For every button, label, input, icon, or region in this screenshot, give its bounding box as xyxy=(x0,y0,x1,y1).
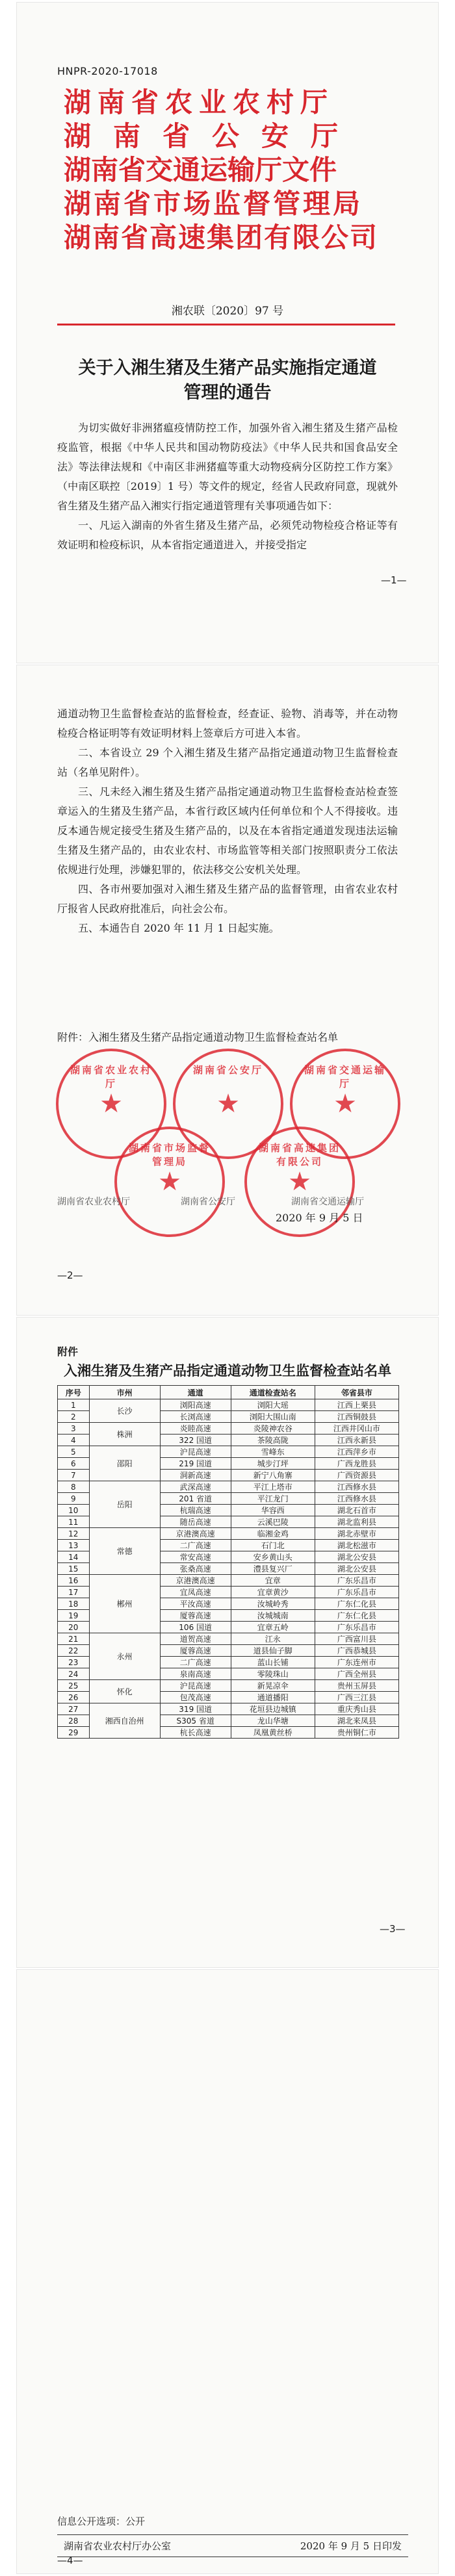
table-row xyxy=(58,1575,399,1587)
table-cell: 杭长高速 xyxy=(160,1727,231,1739)
table-cell: 京港澳高速 xyxy=(160,1575,231,1587)
table-cell: 临湘金鸡 xyxy=(231,1528,315,1540)
table-row xyxy=(58,1481,399,1493)
body-text xyxy=(57,418,398,555)
table-cell: 8 xyxy=(58,1481,90,1493)
table-cell: 华容西 xyxy=(231,1505,315,1516)
table-cell: 1 xyxy=(58,1399,90,1411)
table-cell: 通道播阳 xyxy=(231,1692,315,1703)
paragraph: 二、本省设立 29 个入湘生猪及生猪产品指定通道动物卫生监督检查站（名单见附件）。 xyxy=(57,746,398,778)
table-cell: 永州 xyxy=(89,1633,160,1680)
table-cell: 道县仙子脚 xyxy=(231,1645,315,1657)
table-cell: 贵州铜仁市 xyxy=(315,1727,398,1739)
table-cell: 宜章五岭 xyxy=(231,1622,315,1633)
star-icon: ★ xyxy=(158,1167,181,1197)
table-cell: 22 xyxy=(58,1645,90,1657)
table-cell: 包茂高速 xyxy=(160,1692,231,1703)
table-cell: 杭瑞高速 xyxy=(160,1505,231,1516)
divider xyxy=(57,2534,408,2535)
signer-name: 湖南省农业农村厅 xyxy=(57,1197,130,1207)
red-divider xyxy=(57,324,395,325)
table-cell: 29 xyxy=(58,1727,90,1739)
signer-name: 湖南省公安厅 xyxy=(181,1197,235,1207)
table-cell: 重庆秀山县 xyxy=(315,1703,398,1715)
table-cell: 广东连州市 xyxy=(315,1657,398,1668)
table-row xyxy=(58,1633,399,1645)
issuer-line: 湖南省公安厅 xyxy=(64,120,361,152)
table-cell: 二广高速 xyxy=(160,1540,231,1551)
print-info-row xyxy=(57,2538,408,2554)
table-cell: 广西全州县 xyxy=(315,1668,398,1680)
table-cell: 长沙 xyxy=(89,1399,160,1423)
table-header-row xyxy=(58,1386,399,1399)
table-cell: 广西龙胜县 xyxy=(315,1458,398,1470)
page-4 xyxy=(17,1970,438,2573)
table-cell: 23 xyxy=(58,1657,90,1668)
table-cell: 9 xyxy=(58,1493,90,1505)
paragraph: 为切实做好非洲猪瘟疫情防控工作，加强外省入湘生猪及生猪产品检疫监管，根据《中华人民共和国动物防疫法》《中华人民共和国食品安全法》等法律法规和《中南区非洲猪瘟等重大动物疫病分区防控工作方案》（中南区联控〔2019〕1 号）等文件的规定，经省人民政府同意，现就外省生猪及生猪产品入湘实行指定通道管理有关事项通告如下： xyxy=(57,422,398,512)
seal-text: 湖南省农业农村厅 xyxy=(70,1064,152,1090)
table-cell: 京港澳高速 xyxy=(160,1528,231,1540)
table-cell: 江西萍乡市 xyxy=(315,1446,398,1458)
table-cell: 炎陵神农谷 xyxy=(231,1423,315,1435)
attachment-line: 附件：入湘生猪及生猪产品指定通道动物卫生监督检查站名单 xyxy=(57,1031,339,1043)
table-body xyxy=(58,1399,399,1739)
table-cell: 湖北公安县 xyxy=(315,1563,398,1575)
paragraph: 通道动物卫生监督检查站的监督检查，经查证、验物、消毒等，并在动物检疫合格证明等有效证明材料上签章后方可进入本省。 xyxy=(57,708,398,739)
paragraph: 四、各市州要加强对入湘生猪及生猪产品的监督管理，由省农业农村厅报省人民政府批准后，向社会公布。 xyxy=(57,883,398,915)
table-cell: 沪昆高速 xyxy=(160,1446,231,1458)
disclosure-option: 信息公开选项：公开 xyxy=(57,2516,146,2527)
issuer-line: 湖南省高速集团有限公司 xyxy=(64,222,379,253)
table-cell: 张桑高速 xyxy=(160,1563,231,1575)
table-cell: 随岳高速 xyxy=(160,1516,231,1528)
table-row xyxy=(58,1680,399,1692)
table-cell: 湖北来凤县 xyxy=(315,1715,398,1727)
table-cell: 广西恭城县 xyxy=(315,1645,398,1657)
table-cell: 江西井冈山市 xyxy=(315,1423,398,1435)
table-cell: 二广高速 xyxy=(160,1657,231,1668)
page-3 xyxy=(17,1318,438,1967)
table-cell: 广东仁化县 xyxy=(315,1610,398,1622)
document-number: HNPR-2020-17018 xyxy=(57,65,158,77)
table-cell: 广东乐昌市 xyxy=(315,1587,398,1598)
table-cell: 106 国道 xyxy=(160,1622,231,1633)
table-cell: 27 xyxy=(58,1703,90,1715)
table-cell: 雪峰东 xyxy=(231,1446,315,1458)
attachment-label: 附件 xyxy=(57,1345,79,1358)
table-cell: 凤凰黄丝桥 xyxy=(231,1727,315,1739)
table-cell: 澧县复兴厂 xyxy=(231,1563,315,1575)
table-cell: 泉南高速 xyxy=(160,1668,231,1680)
table-cell: 平江龙门 xyxy=(231,1493,315,1505)
table-cell: 江西修水县 xyxy=(315,1481,398,1493)
table-cell: 28 xyxy=(58,1715,90,1727)
table-cell: 浏阳大瑶 xyxy=(231,1399,315,1411)
table-title: 入湘生猪及生猪产品指定通道动物卫生监督检查站名单 xyxy=(64,1362,391,1379)
issuer-line: 湖南省农业农村厅 xyxy=(64,86,335,118)
star-icon: ★ xyxy=(333,1089,357,1119)
table-cell: 湖北松滋市 xyxy=(315,1540,398,1551)
table-cell: 新晃凉伞 xyxy=(231,1680,315,1692)
signer-name: 湖南省交通运输厅 xyxy=(291,1197,364,1207)
page-number: —3— xyxy=(380,1923,406,1935)
table-cell: 20 xyxy=(58,1622,90,1633)
issuing-office: 湖南省农业农村厅办公室 xyxy=(64,2540,172,2552)
stations-table xyxy=(57,1385,399,1739)
table-cell: 宜凤高速 xyxy=(160,1587,231,1598)
table-cell: 安乡黄山头 xyxy=(231,1551,315,1563)
page-2 xyxy=(17,665,438,1315)
table-cell: 茶陵高陇 xyxy=(231,1435,315,1446)
table-cell: 厦蓉高速 xyxy=(160,1610,231,1622)
table-cell: 怀化 xyxy=(89,1680,160,1703)
table-cell: 201 省道 xyxy=(160,1493,231,1505)
table-cell: 广东仁化县 xyxy=(315,1598,398,1610)
table-cell: 江西修水县 xyxy=(315,1493,398,1505)
table-cell: 湖北监利县 xyxy=(315,1516,398,1528)
table-cell: 广西富川县 xyxy=(315,1633,398,1645)
table-cell: 宜章 xyxy=(231,1575,315,1587)
document-reference: 湘农联〔2020〕97 号 xyxy=(171,305,284,318)
column-header: 邻省县市 xyxy=(315,1386,398,1399)
page-number: —2— xyxy=(57,1269,83,1281)
column-header: 通道 xyxy=(160,1386,231,1399)
table-cell: 龙山华塘 xyxy=(231,1715,315,1727)
table-row xyxy=(58,1703,399,1715)
table-cell: 13 xyxy=(58,1540,90,1551)
signing-date: 2020 年 9 月 5 日 xyxy=(276,1212,363,1224)
table-cell: 株洲 xyxy=(89,1423,160,1446)
table-cell: 常德 xyxy=(89,1528,160,1575)
column-header: 市州 xyxy=(89,1386,160,1399)
table-cell: 14 xyxy=(58,1551,90,1563)
table-cell: 广西资源县 xyxy=(315,1470,398,1481)
table-cell: 15 xyxy=(58,1563,90,1575)
table-cell: S305 省道 xyxy=(160,1715,231,1727)
table-cell: 蓝山长铺 xyxy=(231,1657,315,1668)
table-cell: 湖北公安县 xyxy=(315,1551,398,1563)
table-cell: 广东乐昌市 xyxy=(315,1575,398,1587)
paragraph: 三、凡未经入湘生猪及生猪产品指定通道动物卫生监督检查站检查签章运入的生猪及生猪产品，本省行政区域内任何单位和个人不得接收。违反本通告规定接受生猪及生猪产品的，以及在本省指定通道发现违法运输生猪及生猪产品的，由农业农村、市场监管等相关部门按照职责分工依法依规进行处理，涉嫌犯罪的，依法移交公安机关处理。 xyxy=(57,785,398,876)
page-number: —1— xyxy=(381,574,407,586)
table-cell: 湘西自治州 xyxy=(89,1703,160,1739)
table-cell: 石门北 xyxy=(231,1540,315,1551)
paragraph: 五、本通告自 2020 年 11 月 1 日起实施。 xyxy=(78,922,280,934)
official-seal xyxy=(114,1127,225,1237)
table-row xyxy=(58,1446,399,1458)
table-cell: 2 xyxy=(58,1411,90,1423)
table-cell: 城步汀坪 xyxy=(231,1458,315,1470)
paragraph: 一、凡运入湖南的外省生猪及生猪产品，必须凭动物检疫合格证等有效证明和检疫标识，从本省指定通道进入，并接受指定 xyxy=(57,519,398,551)
table-cell: 12 xyxy=(58,1528,90,1540)
table-cell: 新宁八角寨 xyxy=(231,1470,315,1481)
body-text xyxy=(57,704,398,938)
table-cell: 24 xyxy=(58,1668,90,1680)
issuer-line: 湖南省市场监督管理局 xyxy=(64,188,363,220)
table-cell: 宜章黄沙 xyxy=(231,1587,315,1598)
star-icon: ★ xyxy=(288,1167,311,1197)
table-cell: 常安高速 xyxy=(160,1551,231,1563)
table-cell: 洞新高速 xyxy=(160,1470,231,1481)
table-cell: 17 xyxy=(58,1587,90,1598)
table-cell: 岳阳 xyxy=(89,1481,160,1528)
table-cell: 10 xyxy=(58,1505,90,1516)
table-cell: 26 xyxy=(58,1692,90,1703)
table-cell: 沪昆高速 xyxy=(160,1680,231,1692)
column-header: 通道检查站名 xyxy=(231,1386,315,1399)
table-cell: 广东乐昌市 xyxy=(315,1622,398,1633)
table-cell: 湖北石首市 xyxy=(315,1505,398,1516)
table-cell: 平汝高速 xyxy=(160,1598,231,1610)
star-icon: ★ xyxy=(216,1089,240,1119)
table-cell: 平江上塔市 xyxy=(231,1481,315,1493)
table-cell: 浏阳高速 xyxy=(160,1399,231,1411)
table-cell: 炎睦高速 xyxy=(160,1423,231,1435)
table-cell: 浏阳大围山南 xyxy=(231,1411,315,1423)
table-cell: 厦蓉高速 xyxy=(160,1645,231,1657)
table-cell: 16 xyxy=(58,1575,90,1587)
table-cell: 汝城城南 xyxy=(231,1610,315,1622)
table-cell: 湖北赤壁市 xyxy=(315,1528,398,1540)
table-cell: 3 xyxy=(58,1423,90,1435)
page-number: —4— xyxy=(57,2555,83,2566)
table-cell: 武深高速 xyxy=(160,1481,231,1493)
table-cell: 江西上栗县 xyxy=(315,1399,398,1411)
table-cell: 邵阳 xyxy=(89,1446,160,1481)
print-footer xyxy=(57,2514,408,2560)
table-cell: 25 xyxy=(58,1680,90,1692)
page-1 xyxy=(17,3,438,663)
table-cell: 郴州 xyxy=(89,1575,160,1633)
table-cell: 18 xyxy=(58,1598,90,1610)
table-cell: 322 国道 xyxy=(160,1435,231,1446)
table-cell: 11 xyxy=(58,1516,90,1528)
table-cell: 花垣县边城镇 xyxy=(231,1703,315,1715)
table-cell: 219 国道 xyxy=(160,1458,231,1470)
seal-text: 湖南省交通运输厅 xyxy=(304,1064,386,1090)
table-row xyxy=(58,1399,399,1411)
table-row xyxy=(58,1423,399,1435)
seal-text: 湖南省公安厅 xyxy=(192,1064,263,1076)
table-cell: 4 xyxy=(58,1435,90,1446)
document-title-line1: 关于入湘生猪及生猪产品实施指定通道 xyxy=(78,358,377,378)
seal-text: 湖南省市场监督管理局 xyxy=(128,1142,211,1167)
table-cell: 道贺高速 xyxy=(160,1633,231,1645)
table-cell: 5 xyxy=(58,1446,90,1458)
table-cell: 云溪巴陵 xyxy=(231,1516,315,1528)
seal-text: 湖南省高速集团有限公司 xyxy=(258,1142,341,1167)
table-cell: 零陵珠山 xyxy=(231,1668,315,1680)
table-cell: 广西三江县 xyxy=(315,1692,398,1703)
table-cell: 江西铜鼓县 xyxy=(315,1411,398,1423)
issuer-line: 湖南省交通运输厅文件 xyxy=(64,154,337,186)
table-cell: 7 xyxy=(58,1470,90,1481)
document-title-line2: 管理的通告 xyxy=(183,383,272,403)
table-cell: 6 xyxy=(58,1458,90,1470)
column-header: 序号 xyxy=(58,1386,90,1399)
table-cell: 江永 xyxy=(231,1633,315,1645)
table-cell: 汝城岭秀 xyxy=(231,1598,315,1610)
print-date: 2020 年 9 月 5 日印发 xyxy=(300,2540,402,2552)
table-row xyxy=(58,1528,399,1540)
table-cell: 长浏高速 xyxy=(160,1411,231,1423)
star-icon: ★ xyxy=(99,1089,123,1119)
table-cell: 19 xyxy=(58,1610,90,1622)
table-cell: 21 xyxy=(58,1633,90,1645)
table-cell: 319 国道 xyxy=(160,1703,231,1715)
issuer-header xyxy=(64,86,428,255)
table-cell: 贵州玉屏县 xyxy=(315,1680,398,1692)
table-cell: 江西永新县 xyxy=(315,1435,398,1446)
